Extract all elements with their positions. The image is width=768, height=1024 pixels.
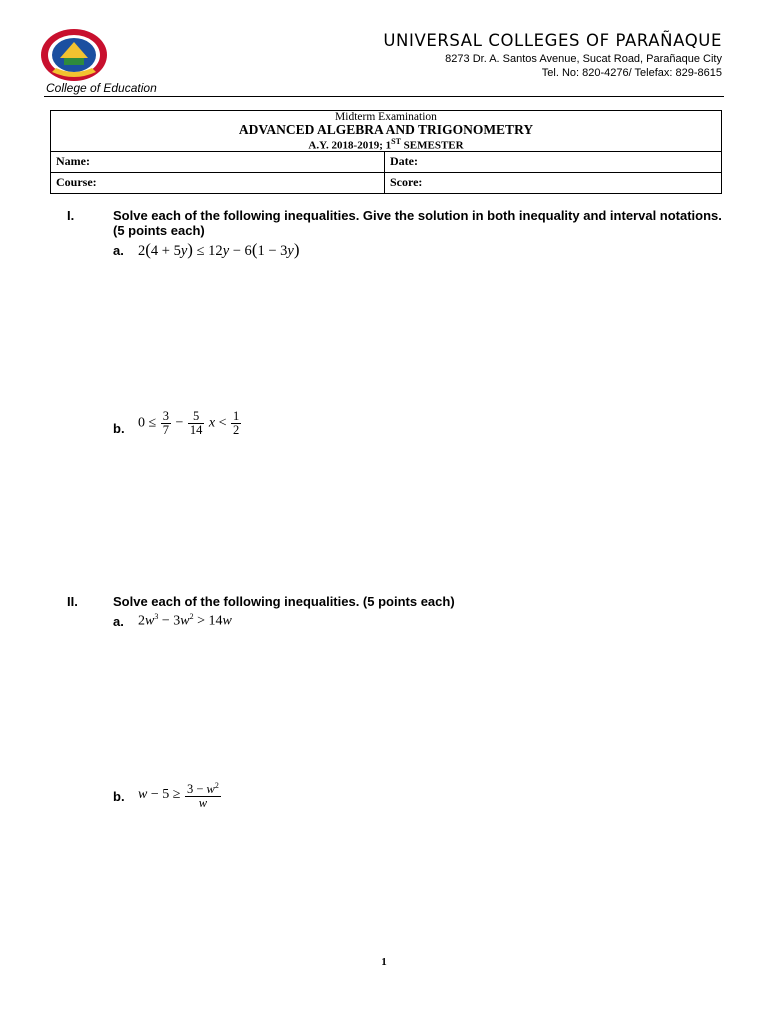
table-column-divider <box>384 151 385 193</box>
item-label: b. <box>113 421 125 436</box>
academic-year: A.Y. 2018-2019; 1ST SEMESTER <box>308 137 464 152</box>
math-expression: 2(4 + 5y) ≤ 12y − 6(1 − 3y) <box>138 240 300 259</box>
score-field-label: Score: <box>390 175 423 189</box>
math-expression: 0 ≤ $\frac{3}{7}$ − $\frac{5}{14}$ x < $\frac{1}{2}$ <box>138 409 240 437</box>
section-number: I. <box>67 208 75 223</box>
exam-subject: ADVANCED ALGEBRA AND TRIGONOMETRY <box>238 122 534 137</box>
info-row-course-score <box>51 172 721 193</box>
info-row-name-date <box>51 151 721 173</box>
section-instruction: Solve each of the following inequalities. (5 points each) <box>113 594 455 609</box>
course-field-label: Course: <box>56 175 97 189</box>
exam-title-cell <box>51 111 721 152</box>
exam-type: Midterm Examination <box>335 111 437 123</box>
school-telephone: Tel. No: 820-4276/ Telefax: 829-8615 <box>541 67 722 79</box>
page-number: 1 <box>381 956 387 968</box>
section-number: II. <box>67 594 78 609</box>
date-field-label: Date: <box>390 154 418 168</box>
section-instruction: Solve each of the following inequalities. Give the solution in both inequality and interval notations. (5 points each) <box>113 208 722 238</box>
math-expression: w − 5 ≥ $\frac{3 - w^2}{w}$ <box>138 781 219 811</box>
item-label: a. <box>113 243 124 258</box>
exam-info-table <box>50 110 722 194</box>
school-seal-logo <box>40 28 108 82</box>
name-field-label: Name: <box>56 154 90 168</box>
college-name: College of Education <box>46 81 157 95</box>
math-expression: $2w^3 - 3w^2 > 14w$ <box>138 612 232 629</box>
item-label: a. <box>113 614 124 629</box>
header-divider <box>44 96 724 97</box>
school-address: 8273 Dr. A. Santos Avenue, Sucat Road, Parañaque City <box>445 53 722 65</box>
school-name: UNIVERSAL COLLEGES OF PARAÑAQUE <box>383 31 722 50</box>
item-label: b. <box>113 789 125 804</box>
